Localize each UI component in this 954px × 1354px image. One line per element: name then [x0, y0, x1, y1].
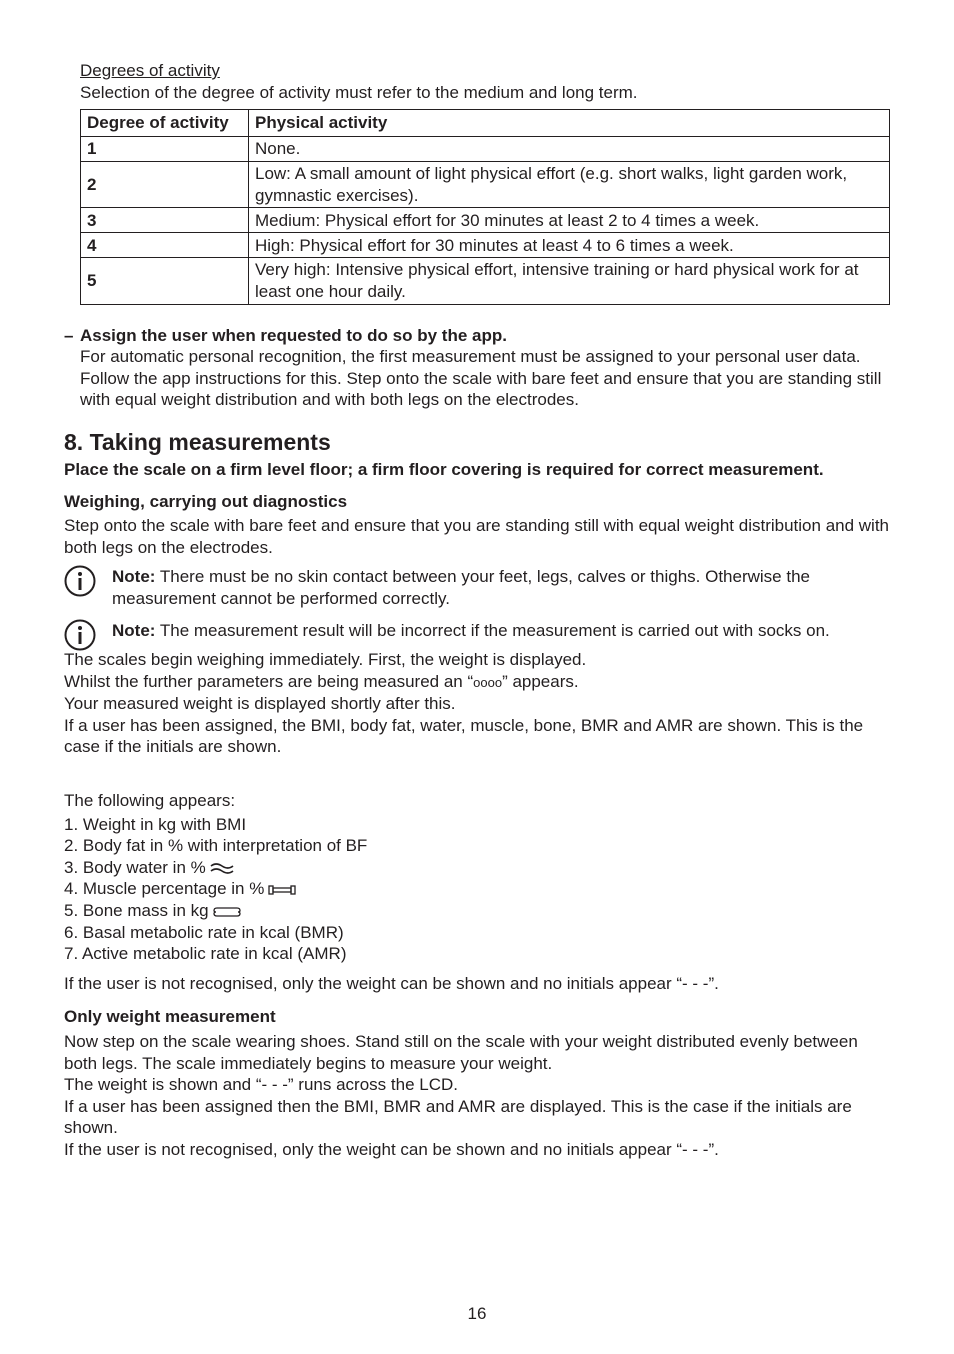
assign-item: [64, 325, 890, 411]
not-recognised-text: If the user is not recognised, only the weight can be shown and no initials appear “- - -”.: [64, 973, 719, 993]
measuring-symbol: oooo: [473, 674, 503, 690]
note-label: Note:: [112, 620, 156, 640]
note-label: Note:: [112, 567, 156, 587]
weighing-para-3: Your measured weight is displayed shortly after this.: [64, 694, 456, 714]
weighing-para-2: [64, 671, 890, 694]
section-title: 8. Taking measurements: [64, 428, 331, 455]
degree-cell: 4: [81, 233, 249, 258]
section-lead: Place the scale on a firm level floor; a firm floor covering is required for correct measurement.: [64, 459, 824, 479]
list-item: 2. Body fat in % with interpretation of BF: [64, 836, 368, 856]
assign-title: Assign the user when requested to do so by the app.: [80, 325, 507, 345]
document-page: [64, 60, 890, 1161]
info-icon: [64, 619, 96, 651]
only-weight-title: Only weight measurement: [64, 1007, 276, 1027]
para-text: ” appears.: [502, 671, 579, 691]
weighing-para-1: The scales begin weighing immediately. First, the weight is displayed.: [64, 650, 587, 670]
bone-icon: [213, 906, 241, 918]
activity-cell: None.: [249, 137, 890, 162]
list-item: [64, 857, 890, 879]
following-label: The following appears:: [64, 791, 236, 811]
list-item-text: 3. Body water in %: [64, 857, 206, 877]
note-2: [64, 620, 890, 642]
note-text: There must be no skin contact between your feet, legs, calves or thighs. Otherwise the measurement cannot be performed correctly.: [112, 567, 810, 608]
page-number: 16: [467, 1304, 487, 1323]
table-header-activity: Physical activity: [249, 110, 890, 137]
degree-cell: 3: [81, 208, 249, 233]
lcd-text: The weight is shown and “- - -” runs across the LCD.: [64, 1075, 458, 1095]
list-item: 1. Weight in kg with BMI: [64, 814, 247, 834]
note-text: The measurement result will be incorrect if the measurement is carried out with socks on.: [159, 620, 830, 640]
table-row: [81, 258, 890, 304]
weighing-title: Weighing, carrying out diagnostics: [64, 491, 348, 511]
table-header-degree: Degree of activity: [81, 110, 249, 137]
degrees-intro: Selection of the degree of activity must refer to the medium and long term.: [80, 82, 638, 102]
table-row: [81, 208, 890, 233]
dash-bullet: –: [64, 325, 74, 345]
activity-cell: Low: A small amount of light physical effort (e.g. short walks, light garden work, gymnastic exercises).: [249, 162, 890, 208]
activity-table: [80, 109, 890, 304]
note-1: [64, 566, 890, 609]
assign-body: For automatic personal recognition, the first measurement must be assigned to your personal user data. Follow the app instructions for this. Step onto the scale with bare feet and ensure that you are standing still with equal weight distribution and with both legs on the electrodes.: [80, 347, 882, 410]
degree-cell: 5: [81, 258, 249, 304]
info-icon: [64, 565, 96, 597]
list-item: [64, 900, 890, 922]
activity-cell: High: Physical effort for 30 minutes at least 4 to 6 times a week.: [249, 233, 890, 258]
list-item-text: 4. Muscle percentage in %: [64, 879, 265, 899]
water-icon: [210, 861, 234, 875]
activity-cell: Medium: Physical effort for 30 minutes at least 2 to 4 times a week.: [249, 208, 890, 233]
only-weight-body: Now step on the scale wearing shoes. Stand still on the scale with your weight distributed evenly between both legs. The scale immediately begins to measure your weight.: [64, 1032, 858, 1073]
para-text: Whilst the further parameters are being measured an “: [64, 671, 474, 691]
assigned-text: If a user has been assigned then the BMI, BMR and AMR are displayed. This is the case if the initials are shown.: [64, 1096, 852, 1138]
weighing-body: Step onto the scale with bare feet and ensure that you are standing still with equal weight distribution and with both legs on the electrodes.: [64, 516, 890, 557]
weighing-para-4: If a user has been assigned, the BMI, body fat, water, muscle, bone, BMR and AMR are shown. This is the case if the initials are shown.: [64, 715, 864, 757]
table-row: [81, 233, 890, 258]
list-item: 6. Basal metabolic rate in kcal (BMR): [64, 922, 344, 942]
degree-cell: 2: [81, 162, 249, 208]
table-header-row: [81, 110, 890, 137]
degrees-heading: Degrees of activity: [80, 61, 220, 80]
list-item: 7. Active metabolic rate in kcal (AMR): [64, 944, 347, 964]
list-item: [64, 878, 890, 900]
not-recognised-text-2: If the user is not recognised, only the weight can be shown and no initials appear “- - -”.: [64, 1139, 719, 1159]
table-row: [81, 162, 890, 208]
list-item-text: 5. Bone mass in kg: [64, 901, 209, 921]
activity-cell: Very high: Intensive physical effort, intensive training or hard physical work for at least one hour daily.: [249, 258, 890, 304]
degree-cell: 1: [81, 137, 249, 162]
table-row: [81, 137, 890, 162]
muscle-icon: [268, 884, 296, 896]
parameter-list: [64, 814, 890, 965]
